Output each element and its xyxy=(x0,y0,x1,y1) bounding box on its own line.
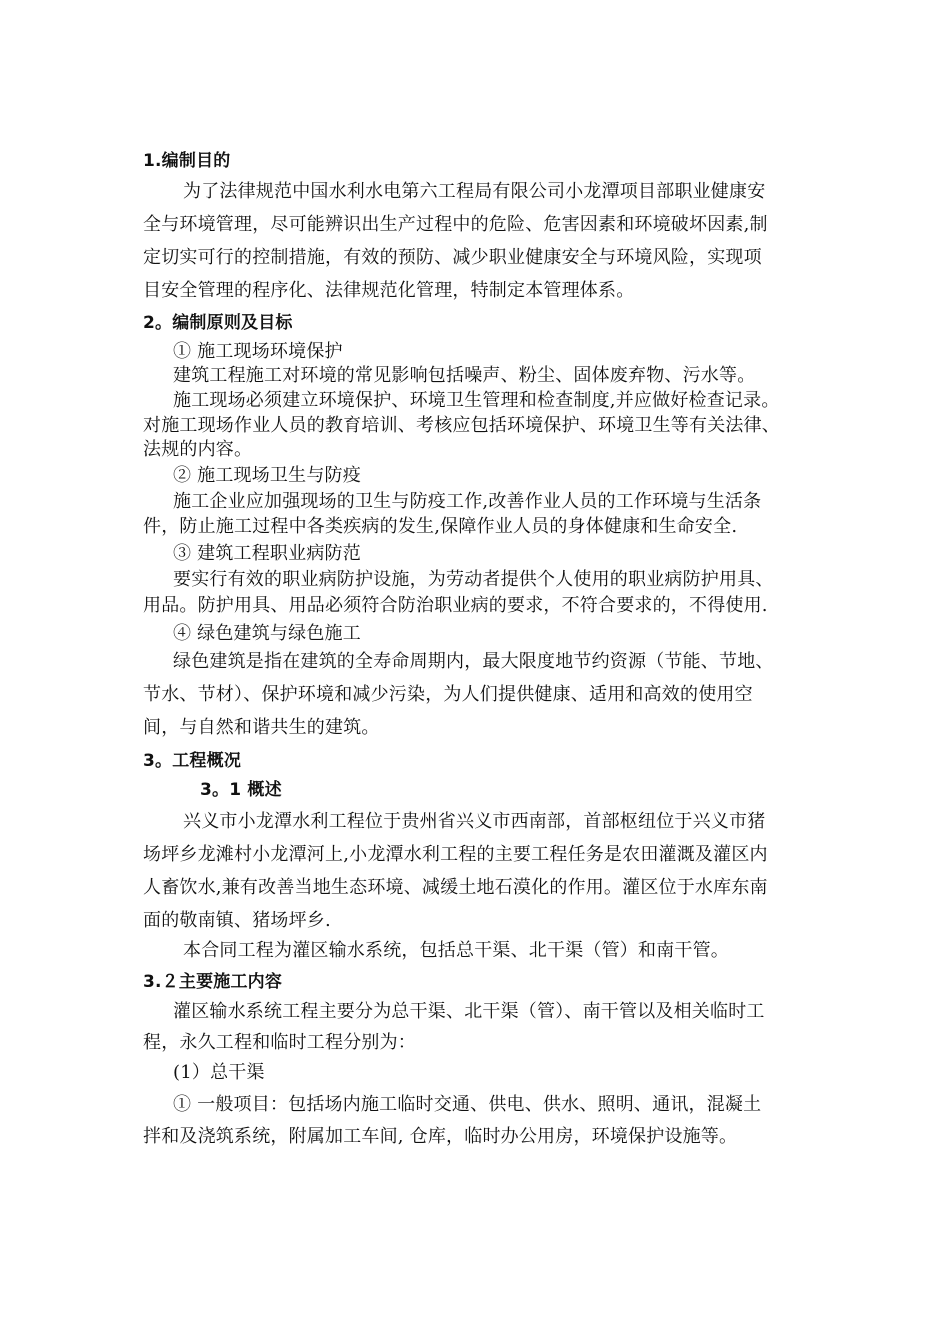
paragraph-line: 兴义市小龙潭水利工程位于贵州省兴义市西南部，首部枢纽位于兴义市猪 xyxy=(183,811,766,832)
paragraph-line: 施工企业应加强现场的卫生与防疫工作,改善作业人员的工作环境与生活条 xyxy=(173,491,762,512)
paragraph-line: 间，与自然和谐共生的建筑。 xyxy=(143,717,380,738)
paragraph-line: 定切实可行的控制措施，有效的预防、减少职业健康安全与环境风险，实现项 xyxy=(143,247,762,268)
paragraph-line: 灌区输水系统工程主要分为总干渠、北干渠（管）、南干管以及相关临时工 xyxy=(173,1001,765,1022)
section-3-2-heading: 3.２主要施工内容 xyxy=(143,972,283,992)
paragraph-line: 程，永久工程和临时工程分别为： xyxy=(143,1032,416,1053)
paragraph-line: 人畜饮水,兼有改善当地生态环境、减缓土地石漠化的作用。灌区位于水库东南 xyxy=(143,877,768,898)
paragraph-line: 拌和及浇筑系统，附属加工车间, 仓库，临时办公用房，环境保护设施等。 xyxy=(143,1126,738,1147)
item-2-title: ② 施工现场卫生与防疫 xyxy=(173,465,361,486)
paragraph-line: 绿色建筑是指在建筑的全寿命周期内，最大限度地节约资源（节能、节地、 xyxy=(173,651,774,672)
item-4-title: ④ 绿色建筑与绿色施工 xyxy=(173,623,361,644)
sub-item-1-title: (1）总干渠 xyxy=(173,1062,265,1083)
section-1-heading: 1.编制目的 xyxy=(143,151,231,171)
paragraph-line: 全与环境管理，尽可能辨识出生产过程中的危险、危害因素和环境破坏因素,制 xyxy=(143,214,768,235)
paragraph-line: ① 一般项目：包括场内施工临时交通、供电、供水、照明、通讯，混凝土 xyxy=(173,1094,762,1115)
paragraph-line: 法规的内容。 xyxy=(143,439,253,460)
paragraph-line: 要实行有效的职业病防护设施，为劳动者提供个人使用的职业病防护用具、 xyxy=(173,569,774,590)
item-1-title: ① 施工现场环境保护 xyxy=(173,341,343,362)
paragraph-line: 用品。防护用具、用品必须符合防治职业病的要求，不符合要求的，不得使用. xyxy=(143,595,768,616)
paragraph-line: 建筑工程施工对环境的常见影响包括噪声、粉尘、固体废弃物、污水等。 xyxy=(173,365,756,386)
section-3-heading: 3。工程概况 xyxy=(143,751,242,771)
paragraph-line: 目安全管理的程序化、法律规范化管理，特制定本管理体系。 xyxy=(143,280,635,301)
paragraph-line: 对施工现场作业人员的教育培训、考核应包括环境保护、环境卫生等有关法律、 xyxy=(143,415,780,436)
paragraph-line: 件，防止施工过程中各类疾病的发生,保障作业人员的身体健康和生命安全. xyxy=(143,516,738,537)
paragraph-line: 面的敬南镇、猪场坪乡. xyxy=(143,910,331,931)
paragraph-line: 本合同工程为灌区输水系统，包括总干渠、北干渠（管）和南干管。 xyxy=(183,940,729,961)
section-2-heading: 2。编制原则及目标 xyxy=(143,313,293,333)
paragraph-line: 节水、节材）、保护环境和减少污染，为人们提供健康、适用和高效的使用空 xyxy=(143,684,753,705)
section-3-1-heading: 3。1 概述 xyxy=(200,780,282,800)
paragraph-line: 施工现场必须建立环境保护、环境卫生管理和检查制度,并应做好检查记录。 xyxy=(173,390,780,411)
paragraph-line: 场坪乡龙滩村小龙潭河上,小龙潭水利工程的主要工程任务是农田灌溉及灌区内 xyxy=(143,844,768,865)
paragraph-line: 为了法律规范中国水利水电第六工程局有限公司小龙潭项目部职业健康安 xyxy=(183,181,766,202)
item-3-title: ③ 建筑工程职业病防范 xyxy=(173,543,361,564)
